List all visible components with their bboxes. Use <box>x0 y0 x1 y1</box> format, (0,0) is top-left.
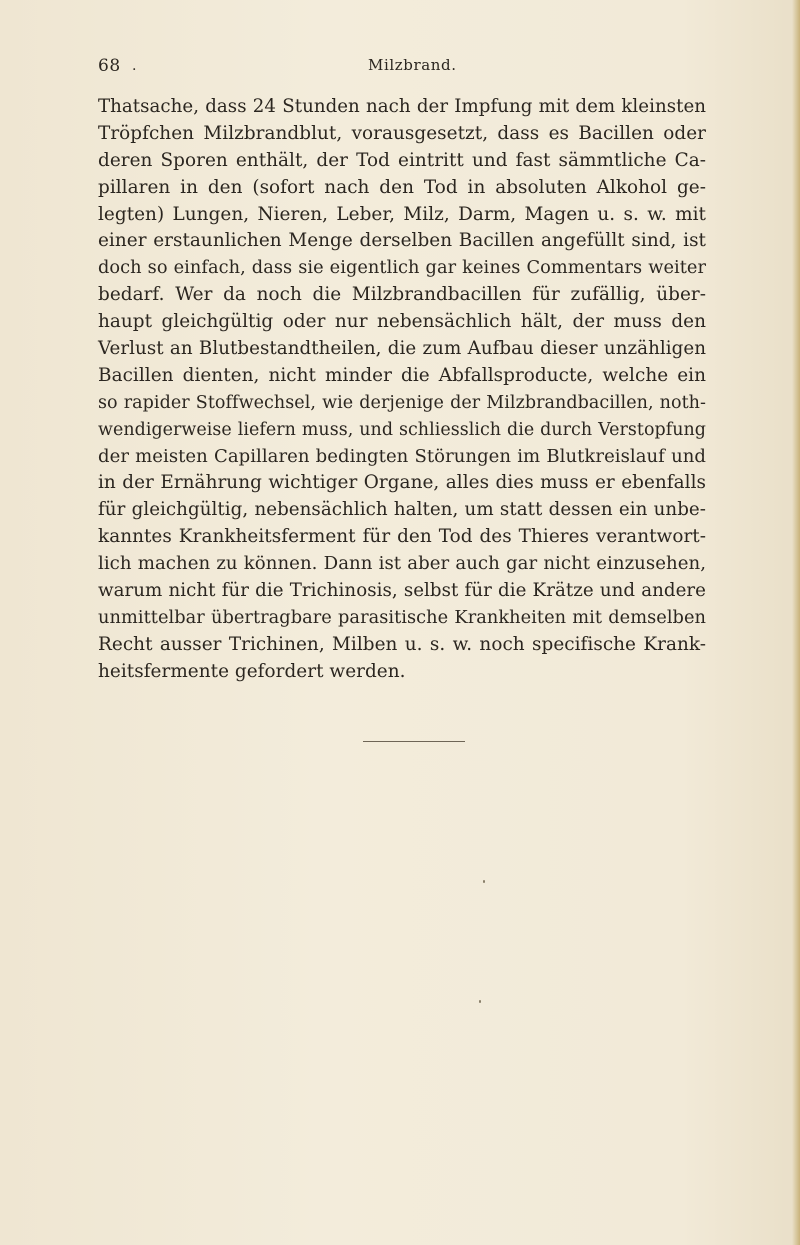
text-line: doch so einfach, dass sie eigentlich gar keines Commentars weiter <box>98 258 706 279</box>
page-header <box>98 56 698 80</box>
paper-speck <box>479 1000 481 1003</box>
text-line: legten) Lungen, Nieren, Leber, Milz, Darm, Magen u. s. w. mit <box>98 203 706 225</box>
text-line: Recht ausser Trichinen, Milben u. s. w. noch specifische Krank- <box>98 633 706 655</box>
text-line: Bacillen dienten, nicht minder die Abfallsproducte, welche ein <box>98 364 706 386</box>
text-line: kanntes Krankheitsferment für den Tod des Thieres verantwort- <box>98 526 706 548</box>
text-line: bedarf. Wer da noch die Milzbrandbacillen für zufällig, über- <box>98 284 706 306</box>
text-line: wendigerweise liefern muss, und schliesslich die durch Verstopfung <box>98 419 706 440</box>
text-line: lich machen zu können. Dann ist aber auch gar nicht einzusehen, <box>98 553 706 575</box>
text-line: unmittelbar übertragbare parasitische Krankheiten mit demselben <box>98 607 706 628</box>
text-line: Verlust an Blutbestandtheilen, die zum Aufbau dieser unzähligen <box>98 338 706 360</box>
text-line: so rapider Stoffwechsel, wie derjenige der Milzbrandbacillen, noth- <box>98 392 706 413</box>
section-end-rule <box>363 741 465 742</box>
text-line: Thatsache, dass 24 Stunden nach der Impfung mit dem kleinsten <box>98 96 706 117</box>
paper-speck <box>483 880 485 883</box>
text-line: Tröpfchen Milzbrandblut, vorausgesetzt, dass es Bacillen oder <box>98 122 706 144</box>
page-edge <box>792 0 800 1245</box>
body-paragraph <box>98 94 706 686</box>
text-line: der meisten Capillaren bedingten Störungen im Blutkreislauf und <box>98 445 706 467</box>
text-line: einer erstaunlichen Menge derselben Bacillen angefüllt sind, ist <box>98 230 706 252</box>
text-line: heitsfermente gefordert werden. <box>98 660 406 682</box>
text-line: warum nicht für die Trichinosis, selbst für die Krätze und andere <box>98 580 706 602</box>
text-line: deren Sporen enthält, der Tod eintritt und fast sämmtliche Ca- <box>98 149 706 171</box>
page-number: 68 <box>98 56 121 76</box>
text-line: in der Ernährung wichtiger Organe, alles dies muss er ebenfalls <box>98 472 706 494</box>
text-line: pillaren in den (sofort nach den Tod in absoluten Alkohol ge- <box>98 176 706 198</box>
running-head: Milzbrand. <box>368 56 457 74</box>
text-line: haupt gleichgültig oder nur nebensächlich hält, der muss den <box>98 311 706 333</box>
text-line: für gleichgültig, nebensächlich halten, um statt dessen ein unbe- <box>98 499 706 521</box>
page-number-separator: . <box>132 58 137 74</box>
